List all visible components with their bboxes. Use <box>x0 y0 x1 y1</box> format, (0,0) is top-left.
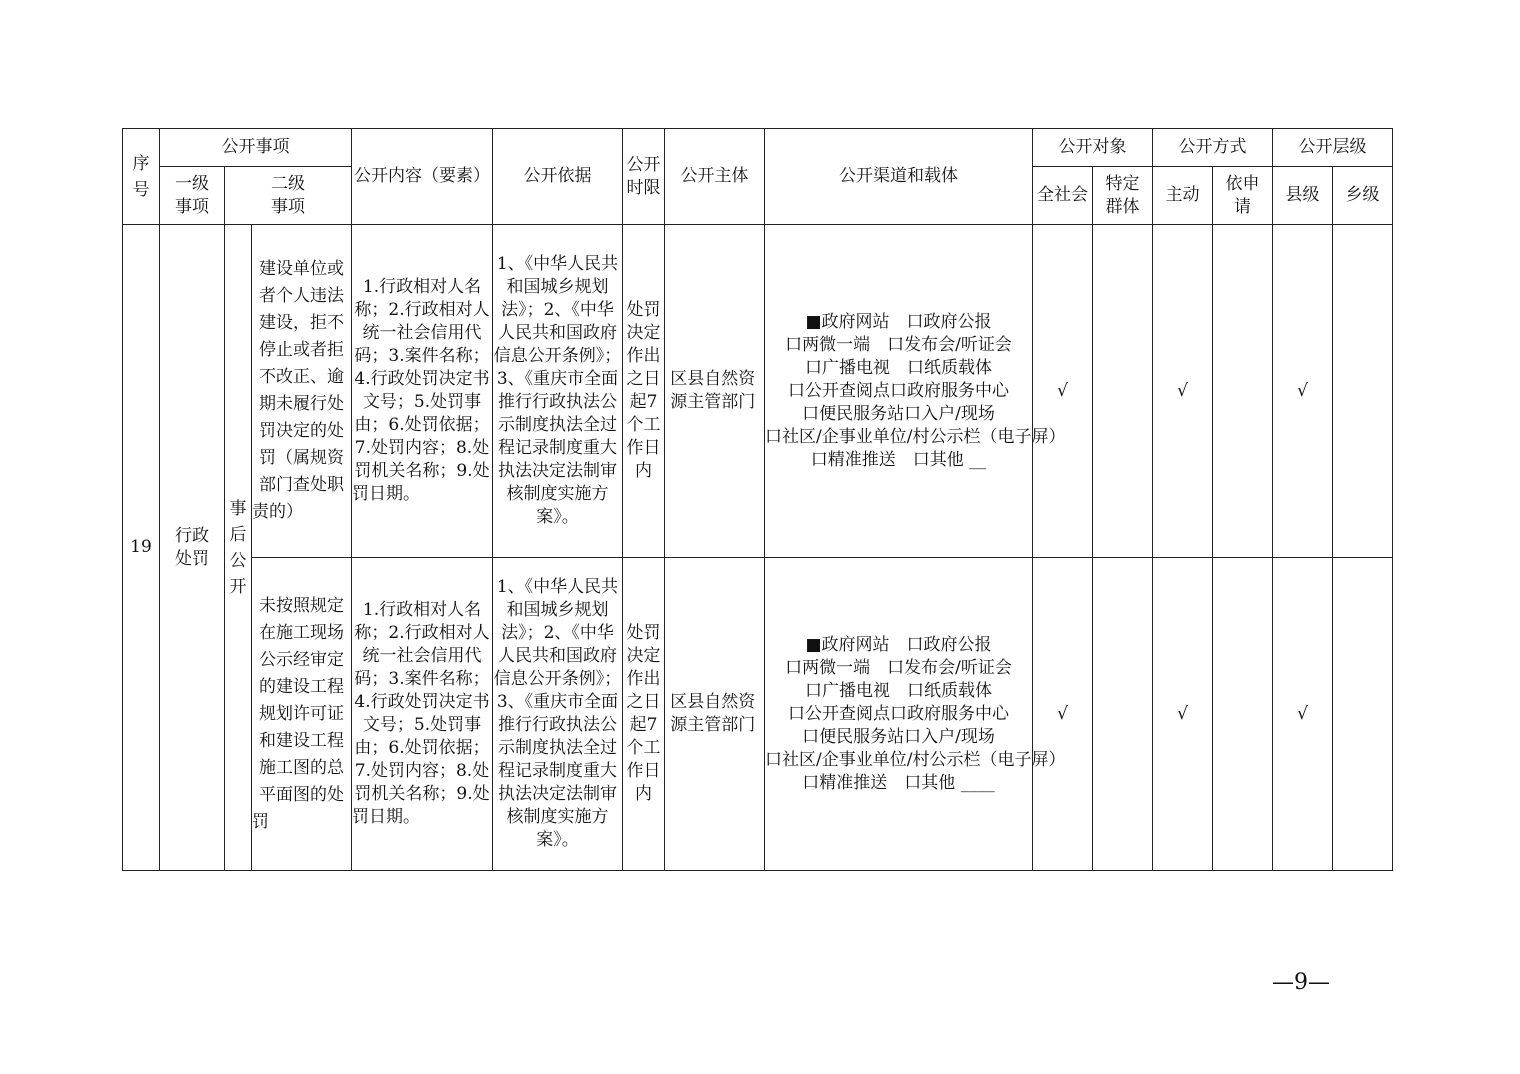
empty-target-group <box>1093 225 1153 558</box>
header-level-county: 县级 <box>1273 167 1333 225</box>
header-level1: 一级事项 <box>160 167 225 225</box>
header-basis: 公开依据 <box>493 129 623 225</box>
empty-level-town <box>1333 225 1393 558</box>
header-target: 公开对象 <box>1033 129 1153 167</box>
item-channels <box>765 558 1066 871</box>
channel-line: 口公开查阅点口政府服务中心 <box>788 380 1009 401</box>
channel-line: 口广播电视 口纸质载体 <box>805 357 992 378</box>
disclosure-table <box>122 128 1393 871</box>
check-level-county: √ <box>1273 558 1333 871</box>
row-stage: 事后公开 <box>225 225 252 871</box>
header-matter: 公开事项 <box>160 129 352 167</box>
table-row <box>123 225 1393 558</box>
channel-line: 口广播电视 口纸质载体 <box>805 680 992 701</box>
header-target-group: 特定群体 <box>1093 167 1153 225</box>
item-content: 1.行政相对人名称；2.行政相对人统一社会信用代码；3.案件名称；4.行政处罚决定书文号；5.处罚事由；6.处罚依据；7.处罚内容；8.处罚机关名称；9.处罚日期。 <box>352 225 493 558</box>
item-level2: 未按照规定在施工现场公示经审定的建设工程规划许可证和建设工程施工图的总平面图的处罚 <box>252 558 352 871</box>
header-method: 公开方式 <box>1153 129 1273 167</box>
header-content: 公开内容（要素） <box>352 129 493 225</box>
channel-line: ■政府网站 口政府公报 <box>805 311 992 332</box>
empty-method-request <box>1213 558 1273 871</box>
page-number: —9— <box>1272 970 1330 995</box>
item-subject: 区县自然资源主管部门 <box>665 558 765 871</box>
check-target-all: √ <box>1033 558 1093 871</box>
item-level2: 建设单位或者个人违法建设，拒不停止或者拒不改正、逾期未履行处罚决定的处罚（属规资部门查处职责的） <box>252 225 352 558</box>
channel-line: 口两微一端 口发布会/听证会 <box>785 334 1012 355</box>
channel-line: 口社区/企事业单位/村公示栏（电子屏） <box>765 749 1066 770</box>
check-method-active: √ <box>1153 558 1213 871</box>
header-target-all: 全社会 <box>1033 167 1093 225</box>
item-channels <box>765 225 1066 558</box>
row-level1: 行政处罚 <box>160 225 225 871</box>
channel-line: 口便民服务站口入户/现场 <box>802 726 995 747</box>
item-subject: 区县自然资源主管部门 <box>665 225 765 558</box>
header-channel: 公开渠道和载体 <box>765 129 1033 225</box>
check-target-all: √ <box>1033 225 1093 558</box>
empty-method-request <box>1213 225 1273 558</box>
table-row <box>123 558 1393 871</box>
channel-line: 口精准推送 口其他 __ <box>810 449 987 470</box>
check-method-active: √ <box>1153 225 1213 558</box>
header-level-town: 乡级 <box>1333 167 1393 225</box>
item-basis: 1、《中华人民共和国城乡规划法》；2、《中华人民共和国政府信息公开条例》；3、《重庆市全面推行行政执法公示制度执法全过程记录制度重大执法决定法制审核制度实施方案》。 <box>493 225 623 558</box>
header-subject: 公开主体 <box>665 129 765 225</box>
item-period: 处罚决定作出之日起7个工作日内 <box>623 558 665 871</box>
header-method-request: 依申请 <box>1213 167 1273 225</box>
channel-line: 口社区/企事业单位/村公示栏（电子屏） <box>765 426 1066 447</box>
header-seq: 序号 <box>123 129 160 225</box>
item-basis: 1、《中华人民共和国城乡规划法》；2、《中华人民共和国政府信息公开条例》；3、《重庆市全面推行行政执法公示制度执法全过程记录制度重大执法决定法制审核制度实施方案》。 <box>493 558 623 871</box>
channel-line: 口便民服务站口入户/现场 <box>802 403 995 424</box>
channel-line: 口公开查阅点口政府服务中心 <box>788 703 1009 724</box>
header-method-active: 主动 <box>1153 167 1213 225</box>
empty-target-group <box>1093 558 1153 871</box>
item-period: 处罚决定作出之日起7个工作日内 <box>623 225 665 558</box>
channel-line: 口两微一端 口发布会/听证会 <box>785 657 1012 678</box>
check-level-county: √ <box>1273 225 1333 558</box>
row-seq: 19 <box>123 225 160 871</box>
empty-level-town <box>1333 558 1393 871</box>
header-period: 公开时限 <box>623 129 665 225</box>
header-level2: 二级事项 <box>225 167 352 225</box>
channel-line: 口精准推送 口其他 ____ <box>802 772 995 793</box>
channel-line: ■政府网站 口政府公报 <box>805 634 992 655</box>
item-content: 1.行政相对人名称；2.行政相对人统一社会信用代码；3.案件名称；4.行政处罚决定书文号；5.处罚事由；6.处罚依据；7.处罚内容；8.处罚机关名称；9.处罚日期。 <box>352 558 493 871</box>
header-level: 公开层级 <box>1273 129 1393 167</box>
